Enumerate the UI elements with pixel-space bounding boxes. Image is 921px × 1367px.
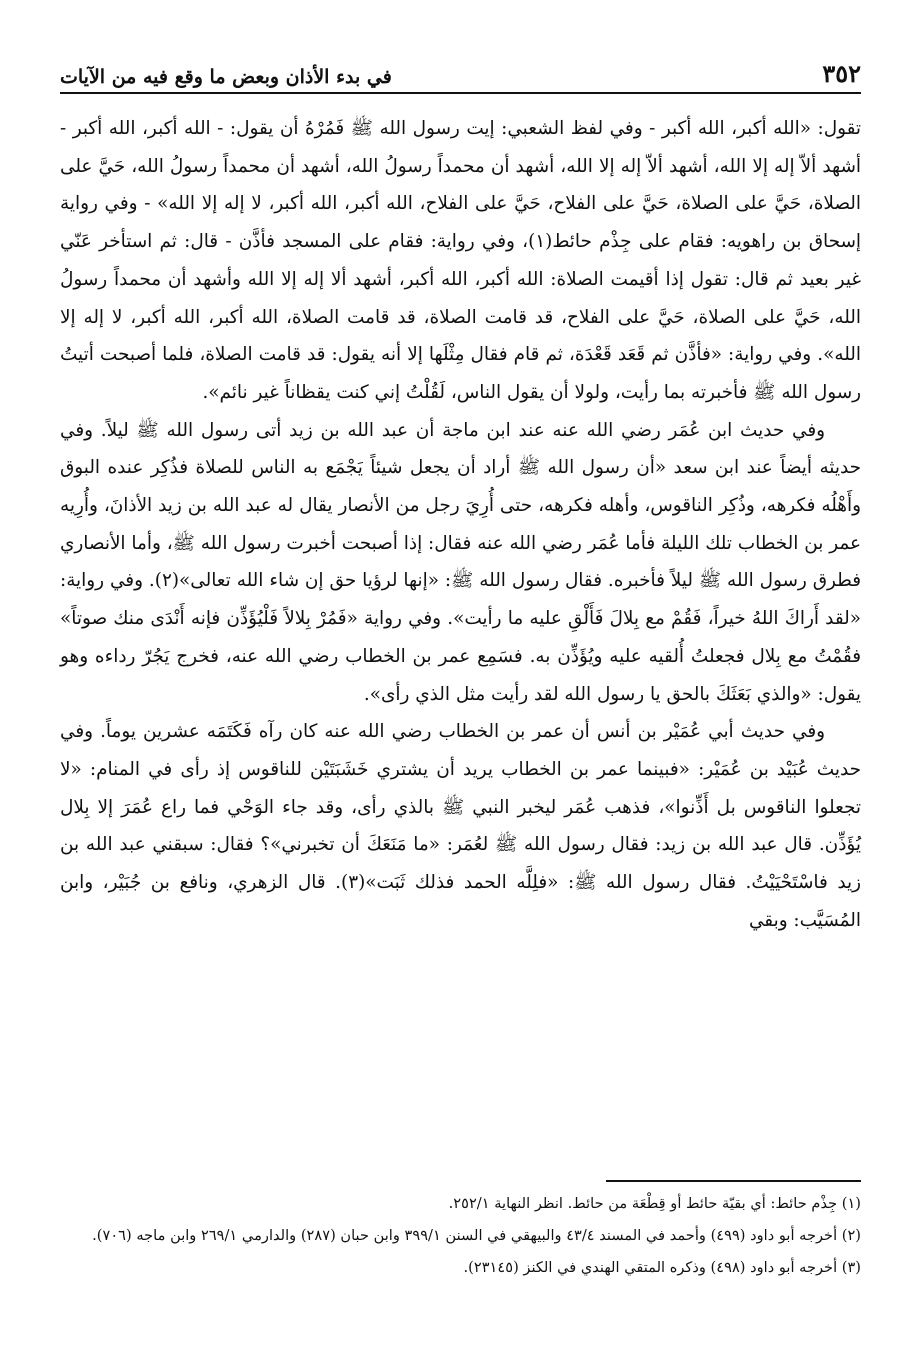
- paragraph-1: تقول: «الله أكبر، الله أكبر - وفي لفظ الشعبي: إيت رسول الله ﷺ فَمُرْهُ أن يقول: - الله أكبر، الله أكبر - أشهد ألاّ إله إلا الله، أشهد ألاّ إله إلا الله، أشهد أن محمداً رسولُ الله، أشهد أن محمداً رسولُ الله، حَيَّ على الصلاة، حَيَّ على الصلاة، حَيَّ على الفلاح، حَيَّ على الفلاح، الله أكبر، الله أكبر، لا إله إلا الله» - وفي رواية إسحاق بن راهويه: فقام على جِذْم حائط(١)، وفي رواية: فقام على المسجد فأذَّن - قال: ثم استأخر عَنّي غير بعيد ثم قال: تقول إذا أقيمت الصلاة: الله أكبر، الله أكبر، أشهد ألا إله إلا الله وأشهد أن محمداً رسولُ الله، حَيَّ على الصلاة، حَيَّ على الفلاح، قد قامت الصلاة، قد قامت الصلاة، الله أكبر، الله أكبر، لا إله إلا الله». وفي رواية: «فأذَّن ثم قَعَد قَعْدَة، ثم قام فقال مِثْلَها إلا أنه يقول: قد قامت الصلاة، فلما أصبحت أتيتُ رسول الله ﷺ فأخبرته بما رأيت، ولولا أن يقول الناس، لَقُلْتُ إني كنت يقظاناً غير نائم».: [60, 118, 861, 403]
- main-text: [60, 110, 861, 939]
- paragraph-2: وفي حديث ابن عُمَر رضي الله عنه عند ابن ماجة أن عبد الله بن زيد أتى رسول الله ﷺ ليلاً. وفي حديثه أيضاً عند ابن سعد «أن رسول الله ﷺ أراد أن يجعل شيئاً يَجْمَع به الناس للصلاة فذُكِر عنده البوق وأَهْلُه فكرهه، وذُكِر الناقوس، وأهله فكرهه، حتى أُرِيَ رجل من الأنصار يقال له عبد الله بن زيد الأذانَ، وأُرِيه عمر بن الخطاب تلك الليلة فأما عُمَر رضي الله عنه فقال: إذا أصبحت أخبرت رسول الله ﷺ، وأما الأنصاري فطرق رسول الله ﷺ ليلاً فأخبره. فقال رسول الله ﷺ: «إنها لرؤيا حق إن شاء الله تعالى»(٢). وفي رواية: «لقد أَراكَ اللهُ خيراً، فَقُمْ مع بِلالَ فَأَلْقِ عليه ما رأيت». وفي رواية «فَمُرْ بِلالاً فَلْيُؤَذِّن فإنه أَنْدَى منك صوتاً» فقُمْتُ مع بِلال فجعلتُ أُلقيه عليه ويُؤَذِّن به. فسَمِع عمر بن الخطاب رضي الله عنه، فخرج يَجُرّ رداءه وهو يقول: «والذي بَعَثَكَ بالحق يا رسول الله لقد رأيت مثل الذي رأى».: [60, 419, 862, 705]
- footnote-divider: [606, 1180, 861, 1182]
- paragraph-3: وفي حديث أبي عُمَيْر بن أنس أن عمر بن الخطاب رضي الله عنه كان رآه فَكَتَمَه عشرين يوماً. وفي حديث عُبَيْد بن عُمَيْر: «فبينما عمر بن الخطاب يريد أن يشتري خَشَبَتَيْن للناقوس إذ رأى في المنام: «لا تجعلوا الناقوس بل أَذِّنوا»، فذهب عُمَر ليخبر النبي ﷺ بالذي رأى، وقد جاء الوَحْي فما راع عُمَرَ إلا بِلال يُؤَذِّن. قال عبد الله بن زيد: فقال رسول الله ﷺ لعُمَر: «ما مَنَعَكَ أن تخبرني»؟ فقال: سبقني عبد الله بن زيد فاسْتَحْيَيْتُ. فقال رسول الله ﷺ: «فلِلَّه الحمد فذلك ثَبَت»(٣). قال الزهري، ونافع بن جُبَيْر، وابن المُسَيَّب: وبقي: [60, 721, 862, 931]
- running-title: في بدء الأذان وبعض ما وقع فيه من الآيات: [60, 66, 392, 88]
- page-number: ٣٥٢: [822, 59, 861, 88]
- footnote-1: (١) جِذْم حائط: أي بقيّة حائط أو قِطْعَة من حائط. انظر النهاية ٢٥٢/١.: [448, 1195, 861, 1212]
- footnote-2: (٢) أخرجه أبو داود (٤٩٩) وأحمد في المسند ٤٣/٤ والبيهقي في السنن ٣٩٩/١ وابن حبان (٢٨٧) والدارمي ٢٦٩/١ وابن ماجه (٧٠٦).: [92, 1227, 861, 1244]
- page-header: [60, 48, 861, 94]
- footnote-3: (٣) أخرجه أبو داود (٤٩٨) وذكره المتقي الهندي في الكنز (٢٣١٤٥).: [463, 1259, 861, 1276]
- footnotes: [60, 1190, 861, 1286]
